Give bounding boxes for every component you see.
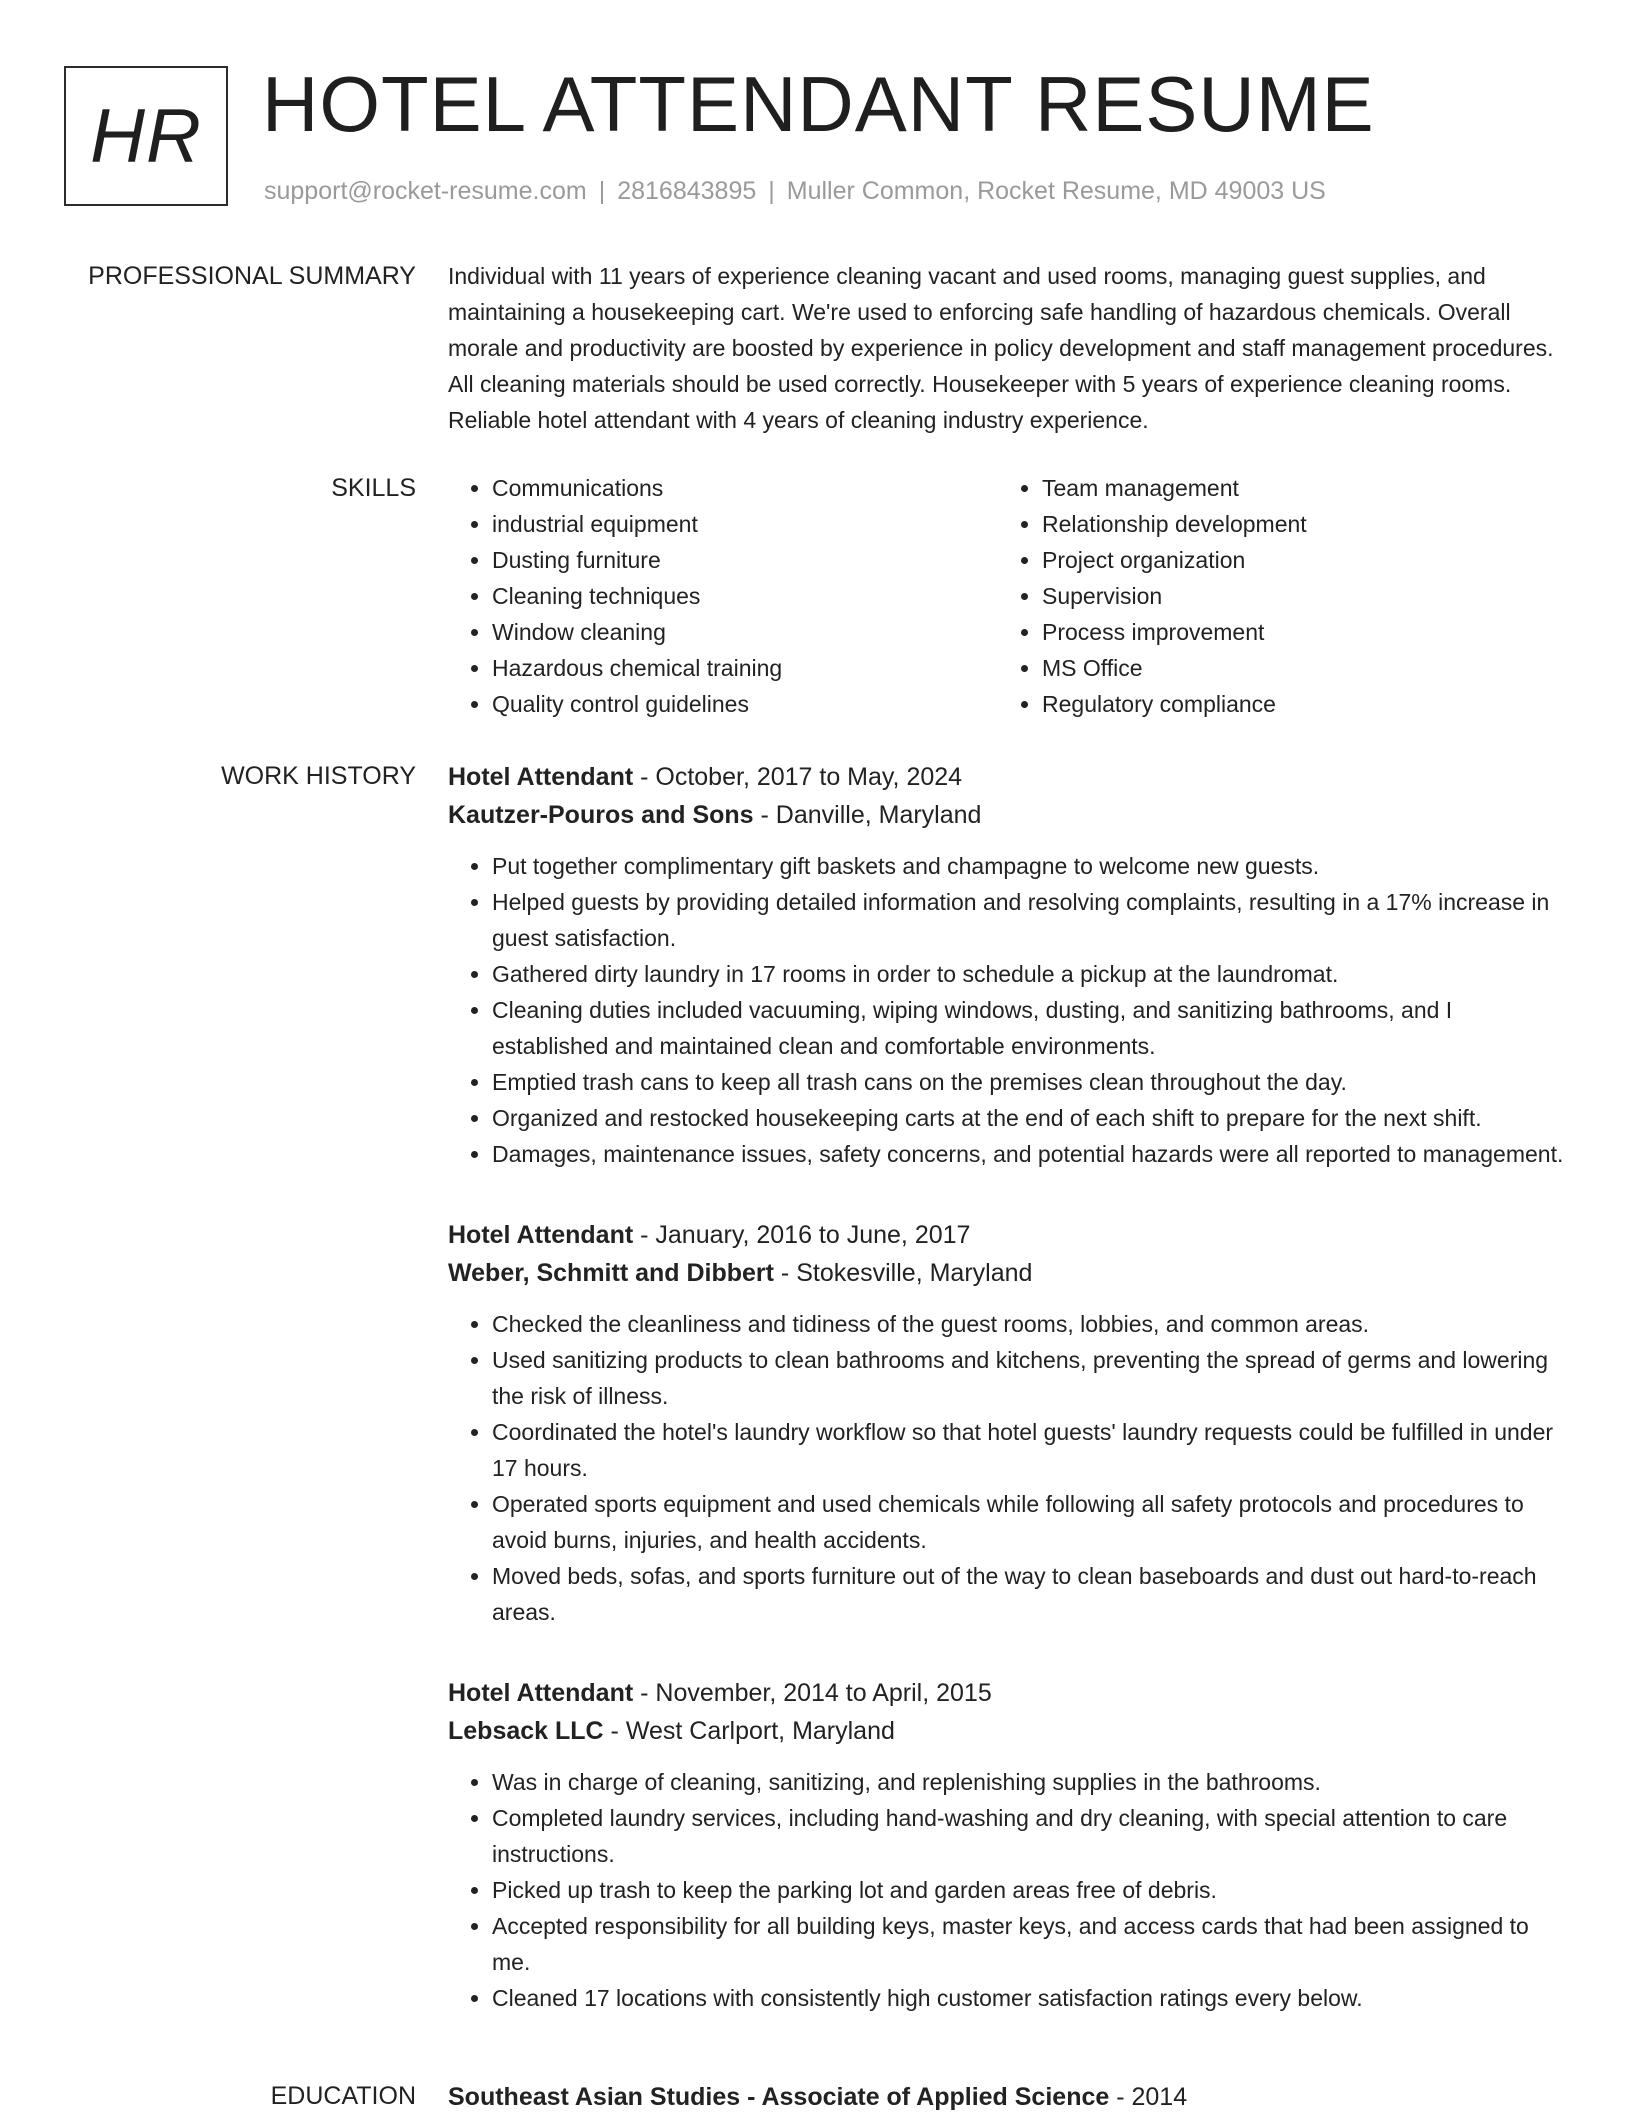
resume-title: HOTEL ATTENDANT RESUME: [262, 60, 1375, 148]
job-bullets: [448, 848, 1573, 1172]
job-bullets: [448, 1306, 1573, 1630]
job-location: - Danville, Maryland: [753, 801, 982, 829]
job-title-line: [448, 1216, 1573, 1254]
section-label: WORK HISTORY: [221, 762, 416, 790]
job-bullet: • Picked up trash to keep the parking lot and garden areas free of debris.: [492, 1872, 1573, 1908]
job-dates: - January, 2016 to June, 2017: [633, 1221, 971, 1249]
job-title-line: [448, 1674, 1573, 1712]
skills-list-left: [448, 470, 998, 722]
skill-item: • Project organization: [1042, 542, 1548, 578]
skills-list-right: [998, 470, 1548, 722]
contact-phone[interactable]: 2816843895: [617, 177, 757, 205]
job-bullet: • Damages, maintenance issues, safety concerns, and potential hazards were all reported to management.: [492, 1136, 1573, 1172]
skill-item: • MS Office: [1042, 650, 1548, 686]
job-bullet: • Used sanitizing products to clean bathrooms and kitchens, preventing the spread of germs and lowering the risk of illness.: [492, 1342, 1573, 1414]
job-bullet: • Gathered dirty laundry in 17 rooms in order to schedule a pickup at the laundromat.: [492, 956, 1573, 992]
skill-item: • Process improvement: [1042, 614, 1548, 650]
job-location: - Stokesville, Maryland: [773, 1259, 1033, 1287]
skills-grid: [448, 470, 1573, 722]
job-bullet: • Helped guests by providing detailed information and resolving complaints, resulting in a 17% increase in guest satisfaction.: [492, 884, 1573, 956]
contact-address: Muller Common, Rocket Resume, MD 49003 US: [786, 177, 1326, 205]
job-company-line: [448, 796, 1573, 834]
job-bullet: • Moved beds, sofas, and sports furniture out of the way to clean baseboards and dust out hard-to-reach areas.: [492, 1558, 1573, 1630]
job-company: Weber, Schmitt and Dibbert: [448, 1259, 774, 1287]
job-bullet: • Put together complimentary gift baskets and champagne to welcome new guests.: [492, 848, 1573, 884]
job-title-line: [448, 758, 1573, 796]
skill-item: • Dusting furniture: [492, 542, 998, 578]
skill-item: • Communications: [492, 470, 998, 506]
skill-item: • industrial equipment: [492, 506, 998, 542]
job-entry: [448, 758, 1573, 1172]
monogram-initials: HR: [90, 93, 202, 179]
job-bullet: • Checked the cleanliness and tidiness of the guest rooms, lobbies, and common areas.: [492, 1306, 1573, 1342]
contact-line: [264, 172, 1326, 210]
job-bullet: • Cleaned 17 locations with consistently high customer satisfaction ratings every below.: [492, 1980, 1573, 2016]
job-bullets: [448, 1764, 1573, 2016]
job-bullet: • Cleaning duties included vacuuming, wiping windows, dusting, and sanitizing bathrooms, and I established and maintained clean and comfortable environments.: [492, 992, 1573, 1064]
skill-item: • Quality control guidelines: [492, 686, 998, 722]
monogram-box: [64, 66, 228, 206]
skill-item: • Supervision: [1042, 578, 1548, 614]
skill-item: • Cleaning techniques: [492, 578, 998, 614]
job-company-line: [448, 1712, 1573, 1750]
job-title: Hotel Attendant: [448, 1679, 634, 1707]
job-title: Hotel Attendant: [448, 1221, 634, 1249]
job-bullet: • Operated sports equipment and used chemicals while following all safety protocols and procedures to avoid burns, injuries, and health accidents.: [492, 1486, 1573, 1558]
job-bullet: • Emptied trash cans to keep all trash cans on the premises clean throughout the day.: [492, 1064, 1573, 1100]
job-company: Kautzer-Pouros and Sons: [448, 801, 754, 829]
section-label: PROFESSIONAL SUMMARY: [88, 262, 416, 290]
skill-item: • Relationship development: [1042, 506, 1548, 542]
skill-item: • Window cleaning: [492, 614, 998, 650]
job-entry: [448, 1216, 1573, 1630]
contact-email[interactable]: support@rocket-resume.com: [264, 177, 587, 205]
summary-text: Individual with 11 years of experience cleaning vacant and used rooms, managing guest supplies, and maintaining a housekeeping cart. We're used to enforcing safe handling of hazardous chemicals. Overall morale and productivity are boosted by experience in policy development and staff management procedures. All cleaning materials should be used correctly. Housekeeper with 5 years of experience cleaning rooms. Reliable hotel attendant with 4 years of cleaning industry experience.: [448, 263, 1554, 433]
job-bullet: • Was in charge of cleaning, sanitizing, and replenishing supplies in the bathrooms.: [492, 1764, 1573, 1800]
job-bullet: • Accepted responsibility for all building keys, master keys, and access cards that had been assigned to me.: [492, 1908, 1573, 1980]
section-label: EDUCATION: [270, 2082, 416, 2110]
education-entry: [448, 2078, 1573, 2116]
job-bullet: • Coordinated the hotel's laundry workflow so that hotel guests' laundry requests could be fulfilled in under 17 hours.: [492, 1414, 1573, 1486]
job-bullet: • Organized and restocked housekeeping carts at the end of each shift to prepare for the next shift.: [492, 1100, 1573, 1136]
job-company-line: [448, 1254, 1573, 1292]
job-dates: - November, 2014 to April, 2015: [633, 1679, 992, 1707]
job-location: - West Carlport, Maryland: [603, 1717, 895, 1745]
job-company: Lebsack LLC: [448, 1717, 604, 1745]
education-degree: Southeast Asian Studies - Associate of Applied Science: [448, 2083, 1110, 2111]
skill-item: • Team management: [1042, 470, 1548, 506]
job-bullet: • Completed laundry services, including hand-washing and dry cleaning, with special attention to care instructions.: [492, 1800, 1573, 1872]
section-label: SKILLS: [331, 474, 416, 502]
job-dates: - October, 2017 to May, 2024: [633, 763, 963, 791]
job-entry: [448, 1674, 1573, 2016]
separator: |: [598, 177, 606, 205]
separator: |: [768, 177, 775, 205]
skill-item: • Hazardous chemical training: [492, 650, 998, 686]
job-title: Hotel Attendant: [448, 763, 634, 791]
skill-item: • Regulatory compliance: [1042, 686, 1548, 722]
education-year: - 2014: [1109, 2083, 1188, 2111]
